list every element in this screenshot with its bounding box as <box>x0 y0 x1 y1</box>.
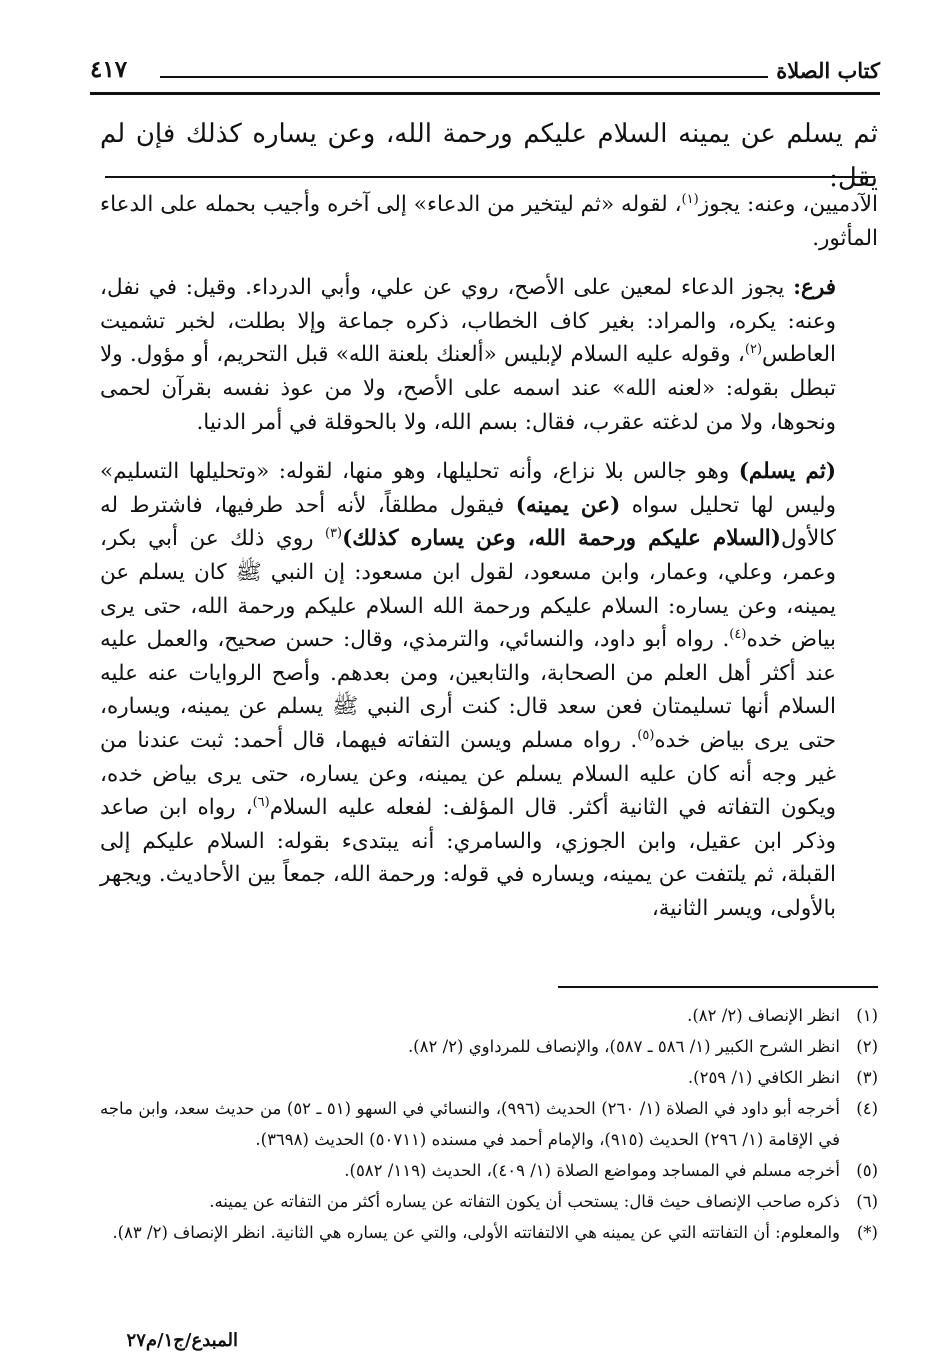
signature-mark: المبدع/ج١/م٢٧ <box>126 1330 238 1351</box>
footnote-ref[interactable]: (٢) <box>744 342 763 358</box>
paragraph-2: فرع: يجوز الدعاء لمعين على الأصح، روي عن علي، وأبي الدرداء. وقيل: في نفل، وعنه: يكره، والمراد: بغير كاف الخطاب، ذكره جماعة وإلا بطلت، لخبر تشميت العاطس$^{(٢)}$، وقوله عليه السلام لإبليس «ألعنك بلعنة الله» قبل التحريم، أو مؤول. ولا تبطل بقوله: «لعنه الله» عند اسمه على الأصح، ولا من عوذ نفسه بقرآن لحمى ونحوها، ولا من لدغته عقرب، فقال: بسم الله، ولا بالحوقلة في أمر الدنيا. <box>100 275 836 435</box>
footnote-ref[interactable]: (٣) <box>324 526 343 542</box>
header-thick-rule <box>90 92 880 95</box>
footnote: (١) انظر الإنصاف (٢/ ٨٢). <box>687 1006 878 1025</box>
footnotes <box>100 1000 878 1248</box>
running-header <box>90 52 880 88</box>
matn-separator <box>105 176 875 178</box>
matn-quote: (السلام عليكم ورحمة الله، وعن يساره كذلك) <box>342 526 781 552</box>
footnote-ref[interactable]: (٤) <box>729 626 747 642</box>
commentary-body <box>100 188 878 925</box>
footnote: (*) والمعلوم: أن التفاتته التي عن يمينه هي الالتفاتته الأولى، والتي عن يساره هي الثانية. انظر الإنصاف (٢/ ٨٣). <box>112 1223 878 1242</box>
footnote: (٢) انظر الشرح الكبير (١/ ٥٨٦ ـ ٥٨٧)، والإنصاف للمرداوي (٢/ ٨٢). <box>407 1037 878 1056</box>
footnote-ref[interactable]: (٥) <box>637 727 655 743</box>
footnote-ref[interactable]: (١) <box>681 191 699 207</box>
footnote-ref[interactable]: (٦) <box>252 794 270 810</box>
paragraph-lead: فرع: <box>793 275 836 301</box>
footnote: (٦) ذكره صاحب الإنصاف حيث قال: يستحب أن يكون التفاته عن يساره أكثر من التفاته عن يمينه. <box>209 1192 878 1211</box>
chapter-title: كتاب الصلاة <box>776 58 880 83</box>
matn-text: ثم يسلم عن يمينه السلام عليكم ورحمة الله، وعن يساره كذلك فإن لم يقل: <box>100 119 878 193</box>
footnote: (٥) أخرجه مسلم في المساجد ومواضع الصلاة (١/ ٤٠٩)، الحديث (١١٩/ ٥٨٢). <box>344 1161 878 1180</box>
page-number: ٤١٧ <box>90 56 128 83</box>
paragraph-1: الآدميين، وعنه: يجوز$^{(١)}$، لقوله «ثم ليتخير من الدعاء» إلى آخره وأجيب بحمله على الدعاء المأثور. <box>100 191 878 251</box>
header-rule <box>160 76 768 78</box>
footnote-separator <box>558 986 878 988</box>
matn-quote: (عن يمينه) <box>515 492 621 518</box>
paragraph-3: (ثم يسلم) وهو جالس بلا نزاع، وأنه تحليلها، وهو منها، لقوله: «وتحليلها التسليم» وليس لها تحليل سواه (عن يمينه) فيقول مطلقاً، لأنه أحد طرفيها، فاشترط له كالأول(السلام عليكم ورحمة الله، وعن يساره كذلك)$^{(٣)}$ روي ذلك عن أبي بكر، وعمر، وعلي، وعمار، وابن مسعود، لقول ابن مسعود: إن النبي ﷺ كان يسلم عن يمينه، وعن يساره: السلام عليكم ورحمة الله السلام عليكم ورحمة الله، حتى يرى بياض خده$^{(٤)}$. رواه أبو داود، والنسائي، والترمذي، وقال: حسن صحيح، والعمل عليه عند أكثر أهل العلم من الصحابة، والتابعين، ومن بعدهم. وأصح الروايات عنه عليه السلام أنها تسليمتان فعن سعد قال: كنت أرى النبي ﷺ يسلم عن يمينه، ويساره، حتى يرى بياض خده$^{(٥)}$. رواه مسلم ويسن التفاته فيهما، قال أحمد: ثبت عندنا من غير وجه أنه كان عليه السلام يسلم عن يمينه، وعن يساره، حتى يرى بياض خده، ويكون التفاته في الثانية أكثر. قال المؤلف: لفعله عليه السلام$^{(٦)}$، رواه ابن صاعد وذكر ابن عقيل، وابن الجوزي، والسامري: أنه يبتدىء بقوله: السلام عليكم إلى القبلة، ثم يلتفت عن يمينه، ويساره في قوله: ورحمة الله، جمعاً بين الأحاديث. ويجهر بالأولى، ويسر الثانية، <box>100 459 837 921</box>
paragraph-lead: (ثم يسلم) <box>738 459 837 485</box>
footnote: (٤) أخرجه أبو داود في الصلاة (١/ ٢٦٠) الحديث (٩٩٦)، والنسائي في السهو (٥١ ـ ٥٢) من حديث سعد، وابن ماجه في الإقامة (١/ ٢٩٦) الحديث (٩١٥)، والإمام أحمد في مسنده (٥٠٧١١) الحديث (٣٦٩٨). <box>100 1099 878 1149</box>
footnote: (٣) انظر الكافي (١/ ٢٥٩). <box>687 1068 878 1087</box>
